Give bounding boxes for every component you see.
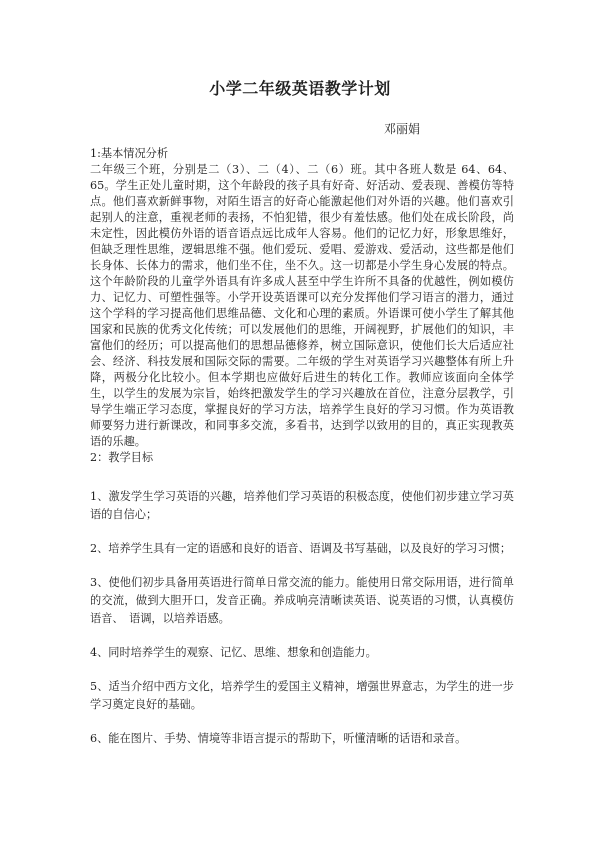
section1-heading: 1:基本情况分析 xyxy=(90,147,169,160)
teaching-goals-list xyxy=(90,488,514,764)
section1-paragraph: 二年级三个班，分别是二（3）、二（4）、二（6）班。其中各班人数是 64、64、65。学生正处儿童时期，这个年龄段的孩子具有好奇、好活动、爱表现、善模仿等特点。他们喜欢新鲜事物，对陌生语言的好奇心能激起他们对外语的兴趣。他们喜欢引起别人的注意，重视老师的表扬，不怕犯错，很少有羞怯感。他们处在成长阶段，尚未定性，因此模仿外语的语音语点远比成年人容易。他们的记忆力好，形象思维好，但缺乏理性思维，逻辑思维不强。他们爱玩、爱唱、爱游戏、爱活动，这些都是他们长身体、长体力的需求，他们坐不住，坐不久。这一切都是小学生身心发展的特点。这个年龄阶段的儿童学外语具有许多成人甚至中学生许所不具备的优越性，例如模仿力、记忆力、可塑性强等。小学开设英语课可以充分发挥他们学习语言的潜力，通过这个学科的学习提高他们思维品德、文化和心理的素质。外语课可使小学生了解其他国家和民族的优秀文化传统；可以发展他们的思维，开阔视野，扩展他们的知识，丰富他们的经历；可以提高他们的思想品德修养，树立国际意识，使他们长大后适应社会、经济、科技发展和国际交际的需要。二年级的学生对英语学习兴趣整体有所上升降，两极分化比较小。但本学期也应做好后进生的转化工作。教师应该面向全体学生，以学生的发展为宗旨，始终把激发学生的学习兴趣放在首位，注意分层教学，引导学生端正学习态度，掌握良好的学习方法，培养学生良好的学习习惯。作为英语教师要努力进行新课改，和同事多交流，多看书，达到学以致用的目的，真正实现教英语的乐趣。 xyxy=(90,163,514,448)
goal-item: 5、适当介绍中西方文化，培养学生的爱国主义精神，增强世界意志，为学生的进一步学习奠定良好的基础。 xyxy=(90,680,514,711)
document-title: 小学二年级英语教学计划 xyxy=(209,79,391,98)
author-name: 邓丽娟 xyxy=(384,122,421,136)
goal-item: 3、使他们初步具备用英语进行简单日常交流的能力。能使用日常交际用语，进行简单的交流，做到大胆开口，发音正确。养成响亮清晰读英语、说英语的习惯，认真模仿语音、 语调，以培养语感。 xyxy=(90,576,514,625)
goal-item: 4、同时培养学生的观察、记忆、思维、想象和创造能力。 xyxy=(90,646,377,659)
goal-item: 2、培养学生具有一定的语感和良好的语音、语调及书写基础，以及良好的学习习惯； xyxy=(90,542,512,555)
goal-item: 6、能在图片、手势、情境等非语言提示的帮助下，听懂清晰的话语和录音。 xyxy=(90,732,467,745)
goal-item: 1、激发学生学习英语的兴趣，培养他们学习英语的积极态度，使他们初步建立学习英语的自信心； xyxy=(90,490,514,521)
section2-heading: 2：教学目标 xyxy=(90,451,154,464)
section-basic-analysis xyxy=(90,146,514,466)
